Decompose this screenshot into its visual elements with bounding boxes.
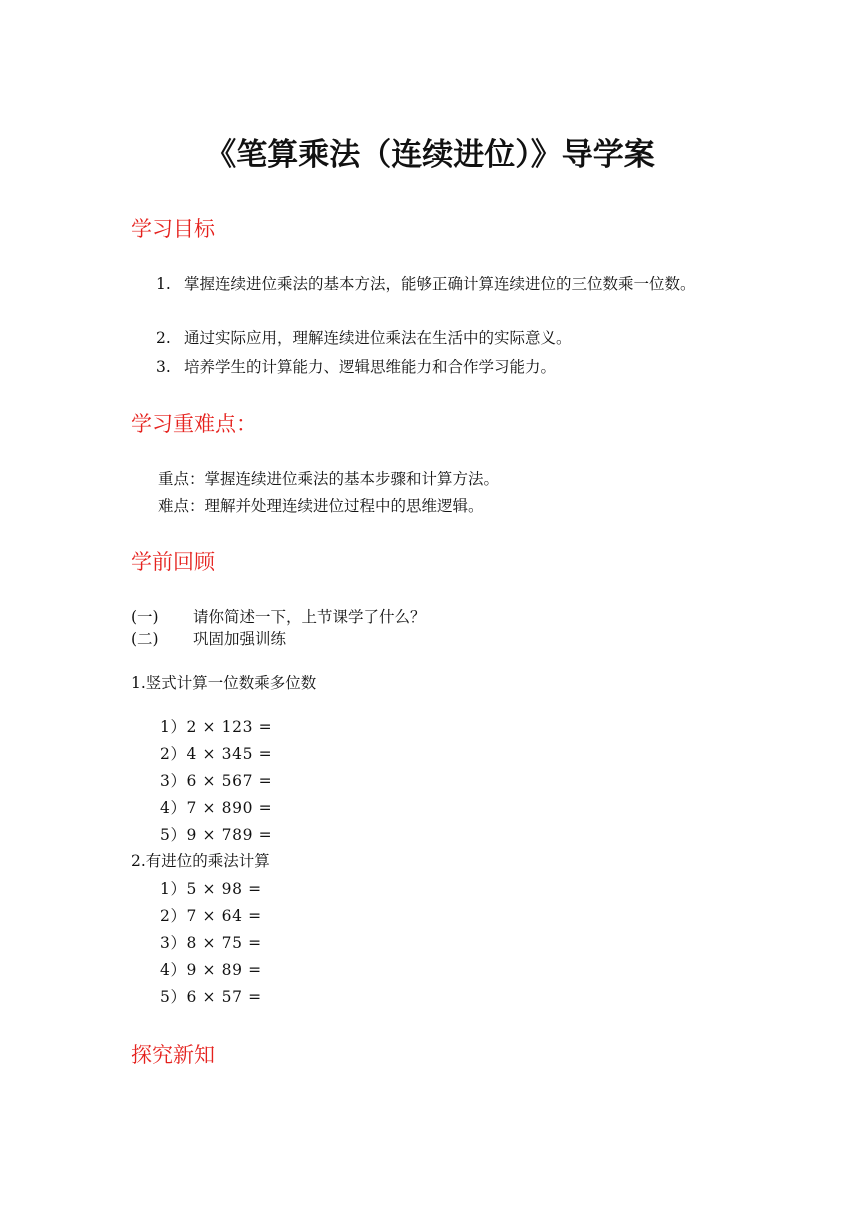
- review-part-marker: (一): [131, 608, 159, 626]
- exercise-item: 1）5 × 98 =: [160, 880, 262, 898]
- exercise-item: 1）2 × 123 =: [160, 718, 273, 736]
- exercise-item: 4）9 × 89 =: [160, 961, 262, 979]
- objectives-heading: 学习目标: [131, 217, 215, 241]
- objective-number: 2.: [156, 329, 171, 347]
- exercise-item: 2）7 × 64 =: [160, 907, 262, 925]
- difficulty-point: 难点：理解并处理连续进位过程中的思维逻辑。: [158, 497, 484, 515]
- objective-number: 3.: [156, 358, 171, 376]
- review-part-marker: (二): [131, 630, 159, 648]
- review-part-text: 巩固加强训练: [193, 630, 287, 648]
- objective-text: 掌握连续进位乘法的基本方法，能够正确计算连续进位的三位数乘一位数。: [184, 275, 696, 293]
- objective-text: 通过实际应用，理解连续进位乘法在生活中的实际意义。: [184, 329, 572, 347]
- key-points-heading: 学习重难点：: [131, 412, 257, 436]
- exercise-item: 3）8 × 75 =: [160, 934, 262, 952]
- explore-heading: 探究新知: [131, 1043, 215, 1067]
- objective-text: 培养学生的计算能力、逻辑思维能力和合作学习能力。: [184, 358, 557, 376]
- exercise-item: 4）7 × 890 =: [160, 799, 273, 817]
- focus-point: 重点：掌握连续进位乘法的基本步骤和计算方法。: [158, 470, 500, 488]
- objective-number: 1.: [156, 275, 171, 293]
- review-part-text: 请你简述一下，上节课学了什么？: [193, 608, 426, 626]
- exercise-item: 3）6 × 567 =: [160, 772, 273, 790]
- objective-item: [156, 325, 744, 352]
- review-part: [131, 626, 286, 652]
- objective-item: [156, 354, 744, 381]
- exercise-1-title: 1.竖式计算一位数乘多位数: [131, 674, 317, 692]
- exercise-2-title: 2.有进位的乘法计算: [131, 852, 270, 870]
- exercise-item: 5）9 × 789 =: [160, 826, 273, 844]
- review-heading: 学前回顾: [131, 550, 215, 574]
- exercise-item: 5）6 × 57 =: [160, 988, 262, 1006]
- objective-item: [156, 271, 744, 298]
- exercise-item: 2）4 × 345 =: [160, 745, 273, 763]
- document-title: 《笔算乘法（连续进位）》导学案: [205, 137, 655, 173]
